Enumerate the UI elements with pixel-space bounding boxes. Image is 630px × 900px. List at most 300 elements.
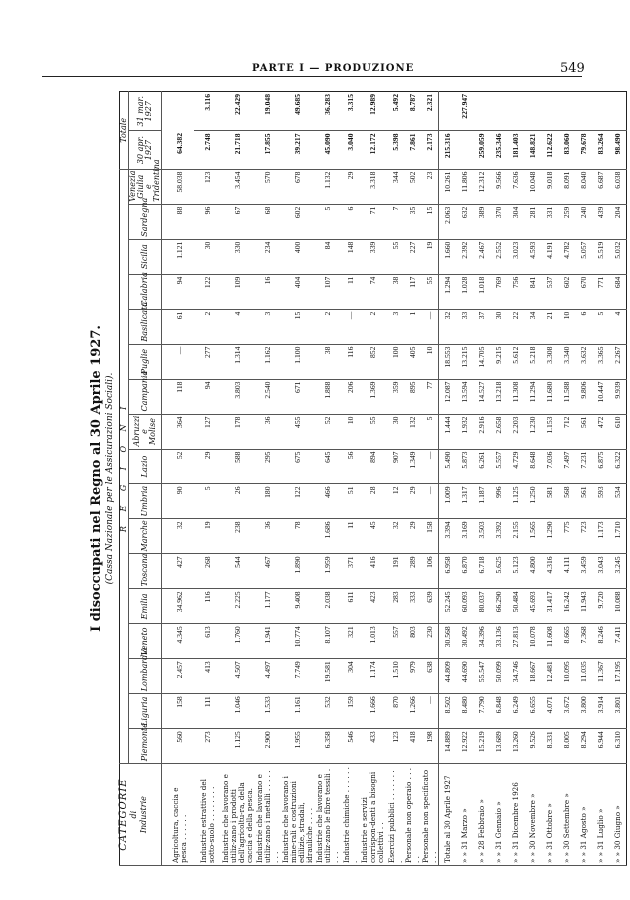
table-cell: 44.690	[456, 659, 473, 694]
table-cell: 29	[404, 519, 421, 554]
table-cell: 58.038	[162, 169, 195, 204]
table-cell: 5	[592, 309, 609, 344]
table-cell: 870	[387, 694, 404, 729]
table-cell: 561	[575, 484, 592, 519]
table-cell: 38	[387, 274, 404, 309]
table-row	[439, 92, 457, 866]
table-cell: 1.162	[254, 344, 282, 379]
table-cell: 1.314	[222, 344, 254, 379]
table-cell: 7.749	[282, 659, 314, 694]
table-cell: 29	[404, 484, 421, 519]
table-cell: 1.660	[439, 239, 457, 274]
table-cell: 2.658	[490, 414, 507, 449]
category-label: Industrie estrattive del sotto-suolo . . . . . . . .	[194, 764, 222, 866]
table-cell: 5	[421, 414, 439, 449]
table-cell: 90	[162, 484, 195, 519]
table-cell: 3.800	[575, 694, 592, 729]
table-cell: 2.063	[439, 204, 457, 239]
table-cell: 9.408	[282, 589, 314, 624]
table-cell: 7.497	[558, 449, 575, 484]
table-cell: 2.467	[473, 239, 490, 274]
table-cell: 4.782	[558, 239, 575, 274]
table-cell: 2.900	[254, 729, 282, 764]
table-cell: 1.317	[456, 484, 473, 519]
table-cell: 22.429	[222, 92, 254, 131]
table-cell: 106	[421, 554, 439, 589]
region-header: Lombardia	[129, 659, 162, 694]
table-cell: 455	[282, 414, 314, 449]
table-cell: 178	[222, 414, 254, 449]
table-cell: 333	[404, 589, 421, 624]
table-cell: 181.403	[507, 131, 524, 169]
table-cell: 602	[282, 204, 314, 239]
table-cell: 3.392	[490, 519, 507, 554]
table-cell: 55	[387, 239, 404, 274]
table-cell: 4.507	[222, 659, 254, 694]
table-cell: 10.447	[592, 379, 609, 414]
table-cell: 123	[387, 729, 404, 764]
table-cell: 581	[541, 484, 558, 519]
table-cell: 3.308	[541, 344, 558, 379]
table-cell: 80.037	[473, 589, 490, 624]
table-cell: 1.565	[524, 519, 541, 554]
table-cell: 3.394	[439, 519, 457, 554]
table-cell: 4	[222, 309, 254, 344]
table-cell: 33	[456, 309, 473, 344]
table-cell: 3.169	[456, 519, 473, 554]
table-cell: 6.358	[314, 729, 342, 764]
table-cell: 107	[314, 274, 342, 309]
table-cell: 4.191	[541, 239, 558, 274]
table-cell: 6.249	[507, 694, 524, 729]
table-cell: 34.962	[162, 589, 195, 624]
table-cell: 4.497	[254, 659, 282, 694]
totals-header: Totale	[120, 92, 129, 170]
table-cell: 852	[359, 344, 387, 379]
table-cell: 5	[194, 484, 222, 519]
table-cell: 5.612	[507, 344, 524, 379]
running-header-title: PARTE I — PRODUZIONE	[252, 63, 415, 74]
category-label: » » 31 Dicembre 1926	[507, 764, 524, 866]
table-cell: 12.922	[456, 729, 473, 764]
table-cell: 33.136	[490, 624, 507, 659]
table-cell: 36	[254, 414, 282, 449]
table-cell: 359	[387, 379, 404, 414]
table-cell: 5.492	[387, 92, 404, 131]
unemployment-table	[119, 91, 627, 866]
table-cell: 98.490	[609, 131, 627, 169]
table-cell: 56	[342, 449, 359, 484]
table-cell: 12.312	[473, 169, 490, 204]
table-row	[359, 92, 387, 866]
table-cell: 8.294	[575, 729, 592, 764]
category-label: » » 31 Luglio »	[592, 764, 609, 866]
table-cell: 11.806	[456, 169, 473, 204]
table-cell: 238	[222, 519, 254, 554]
table-cell: 64.382	[162, 131, 195, 169]
table-subtitle: (Cassa Nazionale per le Assicurazioni Sociali).	[105, 372, 115, 585]
table-cell: 50.099	[490, 659, 507, 694]
table-cell: 34	[524, 309, 541, 344]
region-header: Puglie	[129, 344, 162, 379]
table-cell: 2.267	[609, 344, 627, 379]
table-cell: 413	[194, 659, 222, 694]
table-cell: 7.231	[575, 449, 592, 484]
table-cell: 6.848	[490, 694, 507, 729]
table-cell: 22	[507, 309, 524, 344]
table-cell: 433	[359, 729, 387, 764]
table-cell: 15	[421, 204, 439, 239]
table-cell: 16	[254, 274, 282, 309]
table-cell: 31.417	[541, 589, 558, 624]
table-cell: 2.916	[473, 414, 490, 449]
table-cell: 215.316	[439, 131, 457, 169]
table-cell: 158	[162, 694, 195, 729]
table-cell: 13.218	[490, 379, 507, 414]
table-cell: 50.484	[507, 589, 524, 624]
region-header: Veneto	[129, 624, 162, 659]
table-cell: 13.215	[456, 344, 473, 379]
totals-column-header: 31 mar. 1927	[129, 92, 162, 131]
table-cell: 1.046	[222, 694, 254, 729]
table-cell: 3.116	[194, 92, 222, 131]
table-cell: 6.958	[439, 554, 457, 589]
table-cell: 404	[282, 274, 314, 309]
table-row	[162, 92, 195, 866]
table-cell: 11.035	[575, 659, 592, 694]
table-cell: 29	[194, 449, 222, 484]
table-cell: 2.540	[254, 379, 282, 414]
table-cell: 1.266	[404, 694, 421, 729]
category-label: Industrie che lavorano e utiliz-zano i metalli . . . . . . . .	[254, 764, 282, 866]
table-cell: 158	[421, 519, 439, 554]
table-cell: 639	[421, 589, 439, 624]
table-cell: 321	[342, 624, 359, 659]
table-cell: 389	[473, 204, 490, 239]
table-cell: 240	[575, 204, 592, 239]
table-cell: 21.718	[222, 131, 254, 169]
rotated-table-block	[89, 91, 622, 866]
table-cell: 1.349	[404, 449, 421, 484]
table-cell: 3.318	[359, 169, 387, 204]
table-cell: 588	[222, 449, 254, 484]
table-cell: 230	[421, 624, 439, 659]
category-header-of: di	[129, 810, 138, 819]
table-cell: 331	[541, 204, 558, 239]
table-row	[575, 92, 592, 866]
table-cell: 10.048	[524, 169, 541, 204]
table-cell: 30.568	[439, 624, 457, 659]
table-cell: 1.686	[314, 519, 342, 554]
table-cell: 1.959	[314, 554, 342, 589]
table-cell: 79.678	[575, 131, 592, 169]
table-cell	[524, 92, 541, 131]
table-cell: 71	[359, 204, 387, 239]
table-cell: 1.666	[359, 694, 387, 729]
table-cell: 204	[609, 204, 627, 239]
table-cell: 7.411	[609, 624, 627, 659]
table-cell: 273	[194, 729, 222, 764]
table-cell: 3	[387, 309, 404, 344]
table-cell: 472	[592, 414, 609, 449]
table-row	[507, 92, 524, 866]
table-cell: 66.290	[490, 589, 507, 624]
table-cell: 1.250	[524, 484, 541, 519]
table-cell: 1.533	[254, 694, 282, 729]
table-cell: 180	[254, 484, 282, 519]
table-cell: 10	[421, 344, 439, 379]
table-cell: 19	[194, 519, 222, 554]
table-cell: 7.036	[541, 449, 558, 484]
table-cell: 295	[254, 449, 282, 484]
category-label: » » 30 Novembre »	[524, 764, 541, 866]
table-cell: 11.367	[592, 659, 609, 694]
table-row	[342, 92, 359, 866]
table-cell: 11.680	[541, 379, 558, 414]
table-cell: 8.091	[558, 169, 575, 204]
table-cell: 13.689	[490, 729, 507, 764]
table-cell: 3.632	[575, 344, 592, 379]
table-cell: 2.457	[162, 659, 195, 694]
table-cell: 2	[359, 309, 387, 344]
table-cell: 546	[342, 729, 359, 764]
table-cell: 11.943	[575, 589, 592, 624]
table-cell: 532	[314, 694, 342, 729]
table-cell: 4.111	[558, 554, 575, 589]
table-cell	[456, 131, 473, 169]
table-cell: 1.028	[456, 274, 473, 309]
table-cell: 304	[507, 204, 524, 239]
category-label: Esercizi pubblici . . . . . . . .	[387, 764, 404, 866]
table-cell: 1.125	[507, 484, 524, 519]
table-cell: 544	[222, 554, 254, 589]
category-label: » » 30 Settembre »	[558, 764, 575, 866]
table-cell: 611	[342, 589, 359, 624]
table-cell: 3.043	[592, 554, 609, 589]
table-cell: 602	[558, 274, 575, 309]
region-header: Basilicata	[129, 309, 162, 344]
table-cell: 2.748	[194, 131, 222, 169]
table-cell: 3.801	[609, 694, 627, 729]
category-label: Personale non specificato . . .	[421, 764, 439, 866]
table-cell: 439	[592, 204, 609, 239]
table-row	[421, 92, 439, 866]
table-cell: 109	[222, 274, 254, 309]
table-cell: 159	[342, 694, 359, 729]
table-cell: 8.480	[456, 694, 473, 729]
table-cell: 52	[314, 414, 342, 449]
region-header: Emilia	[129, 589, 162, 624]
table-cell: 52	[162, 449, 195, 484]
category-label: » » 31 Marzo »	[456, 764, 473, 866]
table-cell: 4	[609, 309, 627, 344]
table-cell: 10.261	[439, 169, 457, 204]
category-label: Industrie che lavorano e utiliz-zano i prodotti dell'agricoltu-ra, della caccia e della pesca.	[222, 764, 254, 866]
table-cell: 11.294	[524, 379, 541, 414]
table-cell: 49.685	[282, 92, 314, 131]
table-cell: 100	[387, 344, 404, 379]
table-cell	[558, 92, 575, 131]
table-row	[541, 92, 558, 866]
table-cell: 10	[342, 414, 359, 449]
totals-column-header: 30 apr. 1927	[129, 131, 162, 169]
table-cell: —	[421, 694, 439, 729]
table-cell: 13.594	[456, 379, 473, 414]
table-cell: 907	[387, 449, 404, 484]
category-header	[120, 764, 162, 866]
table-cell: 19.581	[314, 659, 342, 694]
table-cell: 1.369	[359, 379, 387, 414]
table-cell: 8.331	[541, 729, 558, 764]
table-row	[194, 92, 222, 866]
table-cell: 534	[609, 484, 627, 519]
category-label: Personale non operaio . . . . .	[404, 764, 421, 866]
table-cell: 36.283	[314, 92, 342, 131]
region-header: Sicilia	[129, 239, 162, 274]
table-row	[314, 92, 342, 866]
table-cell: 5.057	[575, 239, 592, 274]
table-cell: 6	[342, 204, 359, 239]
table-cell: 593	[592, 484, 609, 519]
table-cell: 8.107	[314, 624, 342, 659]
table-cell: 769	[490, 274, 507, 309]
category-label: » » 31 Gennaio »	[490, 764, 507, 866]
table-cell: 370	[490, 204, 507, 239]
table-cell: 55	[359, 414, 387, 449]
table-cell: 8.246	[592, 624, 609, 659]
table-cell: 2.321	[421, 92, 439, 131]
table-cell: 12.481	[541, 659, 558, 694]
table-cell: 5.873	[456, 449, 473, 484]
table-cell: 18.553	[439, 344, 457, 379]
table-cell: 1.018	[473, 274, 490, 309]
table-cell: 423	[359, 589, 387, 624]
table-cell: 5.123	[507, 554, 524, 589]
table-cell: 51	[342, 484, 359, 519]
category-label: » » 30 Giugno »	[609, 764, 627, 866]
table-cell: 8.005	[558, 729, 575, 764]
table-cell: 339	[359, 239, 387, 274]
table-cell: 14.705	[473, 344, 490, 379]
table-cell: 894	[359, 449, 387, 484]
table-cell: 28	[359, 484, 387, 519]
table-cell: 371	[342, 554, 359, 589]
table-cell: 7.636	[507, 169, 524, 204]
table-cell: 10.088	[609, 589, 627, 624]
table-cell: 2.552	[490, 239, 507, 274]
table-cell: 613	[194, 624, 222, 659]
table-cell: 283	[387, 589, 404, 624]
page-number: 549	[560, 61, 585, 76]
table-cell: 34.396	[473, 624, 490, 659]
table-cell: 9.720	[592, 589, 609, 624]
table-cell: 60.093	[456, 589, 473, 624]
table-cell: 645	[314, 449, 342, 484]
table-cell: 19.048	[254, 92, 282, 131]
table-cell: 561	[575, 414, 592, 449]
table-cell: 1.187	[473, 484, 490, 519]
table-cell: 1.177	[254, 589, 282, 624]
table-cell: 418	[404, 729, 421, 764]
table-cell: 17.855	[254, 131, 282, 169]
table-cell: 5	[314, 204, 342, 239]
table-cell: 13.260	[507, 729, 524, 764]
table-cell: 32	[387, 519, 404, 554]
category-label: Industrie che lavorano e utiliz-zano le fibre tessili . . . .	[314, 764, 342, 866]
table-cell: 756	[507, 274, 524, 309]
region-header: Umbria	[129, 484, 162, 519]
table-cell: 1.955	[282, 729, 314, 764]
table-row	[254, 92, 282, 866]
table-cell: 7.790	[473, 694, 490, 729]
table-cell: 9.566	[490, 169, 507, 204]
table-cell: 6.875	[592, 449, 609, 484]
table-cell: 304	[342, 659, 359, 694]
table-cell: 568	[558, 484, 575, 519]
table-title: I disoccupati nel Regno al 30 Aprile 1927.	[89, 325, 104, 632]
table-cell: 11.608	[541, 624, 558, 659]
table-cell: 1.121	[162, 239, 195, 274]
table-cell: 12.087	[439, 379, 457, 414]
table-cell: 1.290	[541, 519, 558, 554]
table-cell: 116	[194, 589, 222, 624]
table-cell: 803	[404, 624, 421, 659]
table-cell: 289	[404, 554, 421, 589]
table-cell	[439, 92, 457, 131]
table-cell: 8.040	[575, 169, 592, 204]
table-cell: —	[342, 309, 359, 344]
table-cell: 671	[282, 379, 314, 414]
table-row	[490, 92, 507, 866]
table-cell: 12	[387, 484, 404, 519]
table-cell: 1.510	[387, 659, 404, 694]
table-cell: 405	[404, 344, 421, 379]
table-cell: 18.667	[524, 659, 541, 694]
table-cell: 23	[421, 169, 439, 204]
table-cell: 268	[194, 554, 222, 589]
table-cell: 771	[592, 274, 609, 309]
table-cell: 11.588	[558, 379, 575, 414]
table-cell: 206	[342, 379, 359, 414]
table-cell: 123	[194, 169, 222, 204]
table-cell: 45.693	[524, 589, 541, 624]
table-cell	[575, 92, 592, 131]
table-cell: 1.294	[439, 274, 457, 309]
table-cell: 127	[194, 414, 222, 449]
table-cell: 1.125	[222, 729, 254, 764]
table-cell	[473, 92, 490, 131]
table-cell: 259.059	[473, 131, 490, 169]
table-cell: 6.944	[592, 729, 609, 764]
table-cell: 1.710	[609, 519, 627, 554]
table-row	[387, 92, 404, 866]
table-cell: 467	[254, 554, 282, 589]
table-cell: 67	[222, 204, 254, 239]
table-cell: 12.172	[359, 131, 387, 169]
table-cell: 2.155	[507, 519, 524, 554]
table-cell: 996	[490, 484, 507, 519]
table-cell: 45	[359, 519, 387, 554]
table-cell: 5.032	[609, 239, 627, 274]
table-cell: 35	[404, 204, 421, 239]
table-cell	[507, 92, 524, 131]
table-cell: 9.806	[575, 379, 592, 414]
category-label: » » 31 Agosto »	[575, 764, 592, 866]
table-cell: 3.503	[473, 519, 490, 554]
table-cell: 52.245	[439, 589, 457, 624]
table-cell: 466	[314, 484, 342, 519]
table-cell: 364	[162, 414, 195, 449]
